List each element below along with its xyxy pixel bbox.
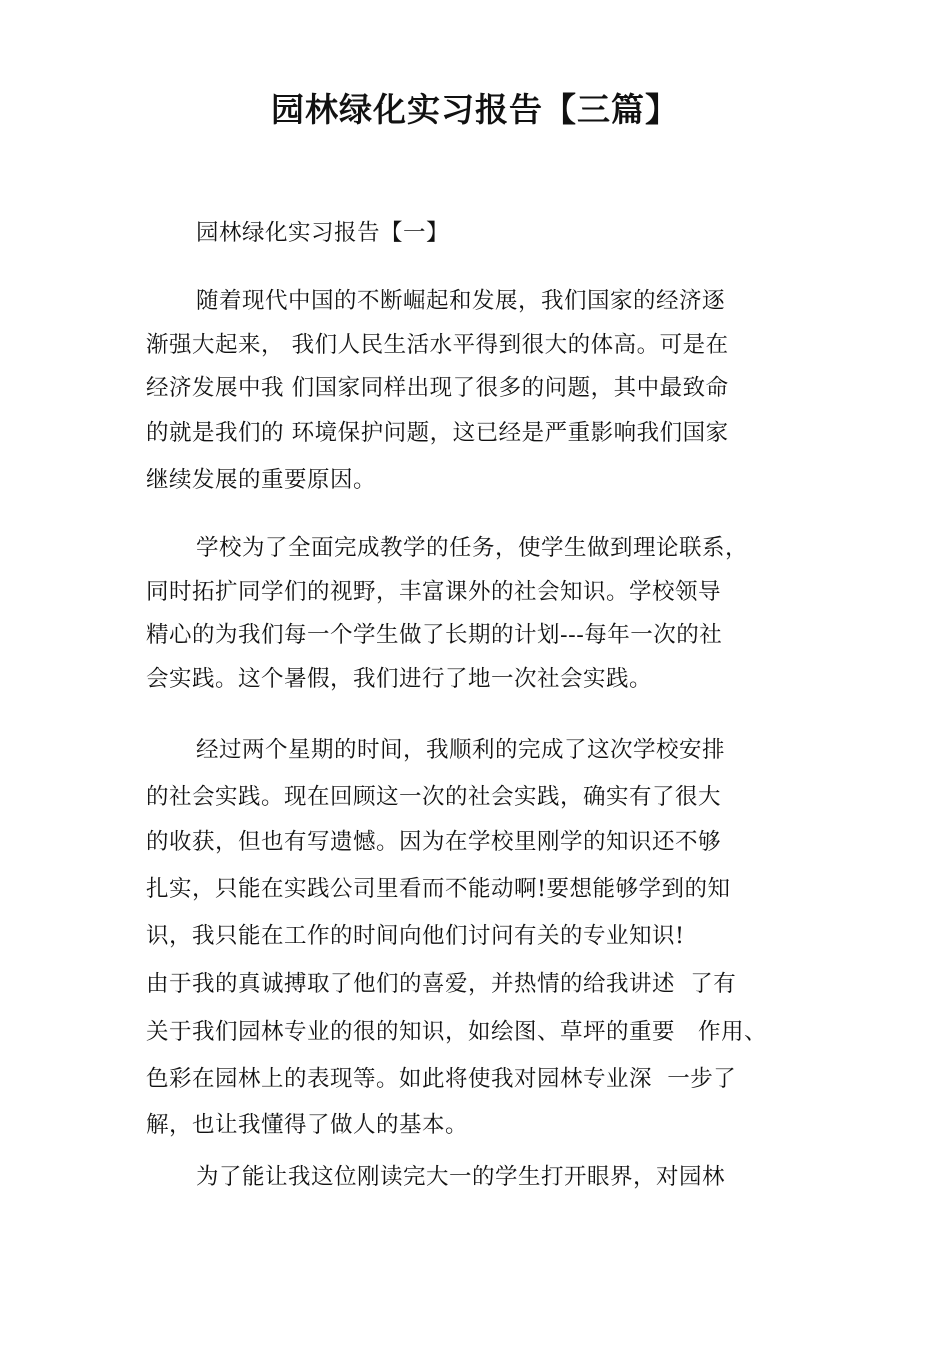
text-line: 随着现代中国的不断崛起和发展，我们国家的经济逐 (196, 288, 726, 314)
text-line: 的收获，但也有写遗憾。因为在学校里刚学的知识还不够 (146, 829, 722, 855)
text-line: 色彩在园林上的表现等。如此将使我对园林专业深 一步了 (146, 1066, 737, 1092)
text-line: 经过两个星期的时间，我顺利的完成了这次学校安排 (196, 737, 726, 763)
text-line: 同时拓扩同学们的视野，丰富课外的社会知识。学校领导 (146, 579, 722, 605)
text-line: 关于我们园林专业的很的知识，如绘图、草坪的重要 作用、 (146, 1019, 767, 1045)
text-line: 精心的为我们每一个学生做了长期的计划---每年一次的社 (146, 622, 723, 648)
text-line: 继续发展的重要原因。 (146, 467, 377, 493)
text-line: 为了能让我这位刚读完大一的学生打开眼界，对园林 (196, 1164, 726, 1190)
text-line: 经济发展中我 们国家同样出现了很多的问题，其中最致命 (146, 375, 729, 401)
section-heading: 园林绿化实习报告【一】 (196, 220, 450, 246)
text-line: 识，我只能在工作的时间向他们讨问有关的专业知识! (146, 923, 685, 949)
text-line: 由于我的真诚搏取了他们的喜爱，并热情的给我讲述 了有 (146, 971, 737, 997)
text-line: 扎实，只能在实践公司里看而不能动啊!要想能够学到的知 (146, 876, 731, 902)
text-line: 解，也让我懂得了做人的基本。 (146, 1112, 469, 1138)
text-line: 会实践。这个暑假，我们进行了地一次社会实践。 (146, 666, 653, 692)
document-title: 园林绿化实习报告【三篇】 (271, 90, 679, 129)
text-line: 的社会实践。现在回顾这一次的社会实践，确实有了很大 (146, 784, 722, 810)
text-line: 渐强大起来， 我们人民生活水平得到很大的体高。可是在 (146, 332, 729, 358)
text-line: 的就是我们的 环境保护问题，这已经是严重影响我们国家 (146, 420, 729, 446)
text-line: 学校为了全面完成教学的任务，使学生做到理论联系， (196, 535, 749, 561)
